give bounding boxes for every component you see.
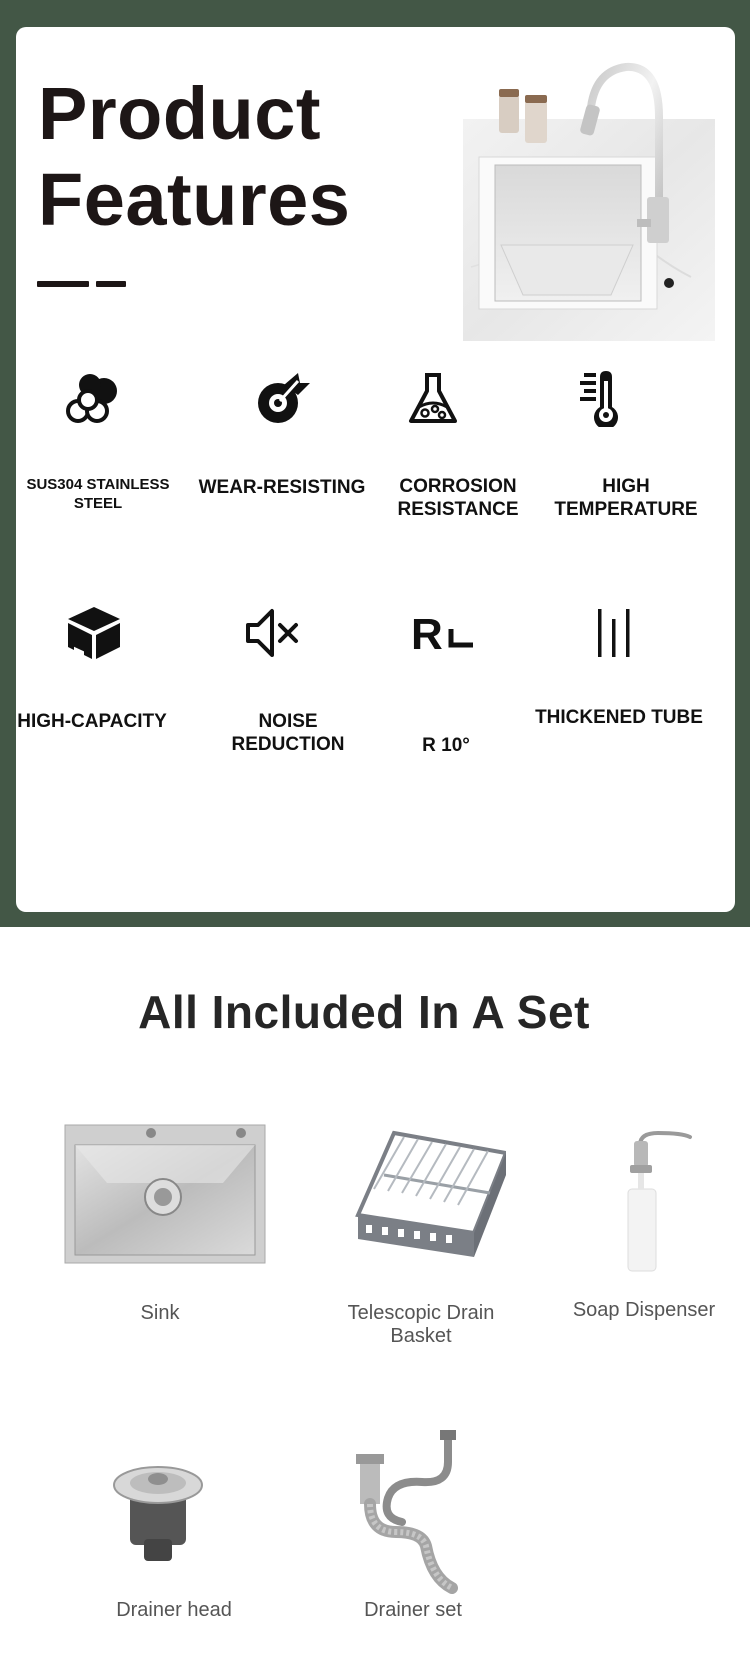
wear-icon xyxy=(254,371,310,427)
feature-label: SUS304 STAINLESS STEEL xyxy=(26,476,170,512)
svg-text:R: R xyxy=(411,610,443,659)
drainer-head-image xyxy=(112,1459,204,1563)
sink-image xyxy=(63,1123,267,1265)
features-title xyxy=(38,71,350,243)
title-underline-long xyxy=(37,281,89,287)
box-icon xyxy=(66,605,122,661)
item-label: Soap Dispenser xyxy=(572,1299,716,1321)
r-corner-icon xyxy=(411,605,475,661)
feature-label: THICKENED TUBE xyxy=(535,707,703,728)
item-label: Drainer head xyxy=(116,1599,232,1621)
item-label: Drainer set xyxy=(364,1599,462,1621)
feature-label: WEAR-RESISTING xyxy=(198,477,366,498)
hero-sink-image xyxy=(461,37,716,342)
mute-icon xyxy=(244,605,300,661)
feature-label: CORROSION RESISTANCE xyxy=(397,476,519,520)
item-label: Sink xyxy=(140,1302,180,1324)
item-label: Telescopic Drain Basket xyxy=(347,1302,495,1347)
drain-basket-image xyxy=(354,1129,506,1267)
feature-label: R 10° xyxy=(422,735,470,756)
thick-lines-icon xyxy=(592,605,640,661)
set-title: All Included In A Set xyxy=(138,986,590,1038)
feature-label: HIGH TEMPERATURE xyxy=(554,476,698,520)
title-underline-short xyxy=(96,281,126,287)
flask-icon xyxy=(405,371,461,427)
pipes-icon xyxy=(66,371,122,427)
thermometer-icon xyxy=(576,371,632,427)
feature-label: HIGH-CAPACITY xyxy=(17,711,167,732)
soap-dispenser-image xyxy=(624,1127,694,1273)
title-line-1: Product xyxy=(38,72,322,155)
title-line-2: Features xyxy=(38,158,351,241)
features-card xyxy=(16,27,735,912)
feature-label: NOISE REDUCTION xyxy=(231,711,345,755)
drainer-set-image xyxy=(352,1428,478,1596)
